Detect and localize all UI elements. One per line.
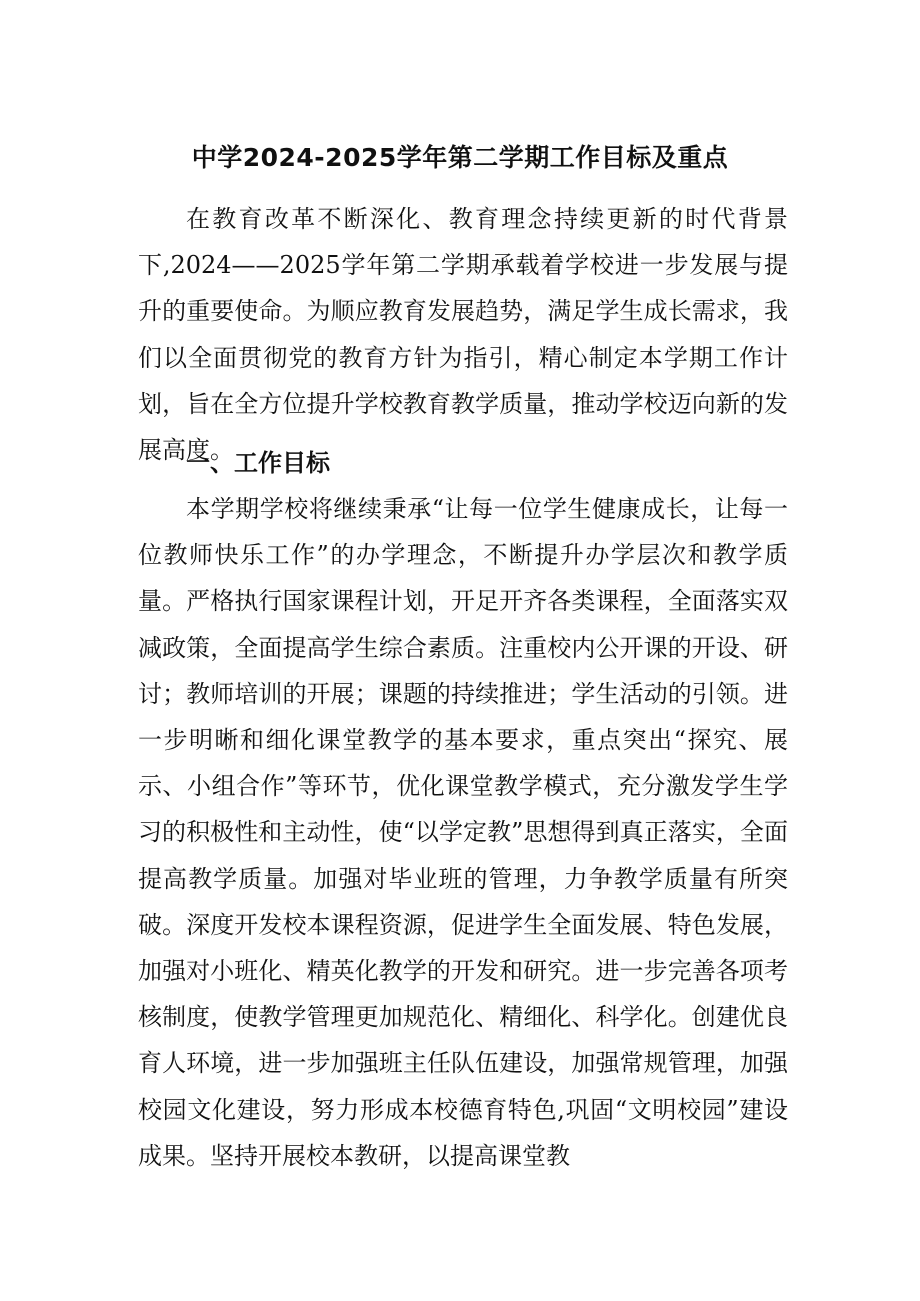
goals-paragraph: 本学期学校将继续秉承“让每一位学生健康成长，让每一位教师快乐工作”的办学理念，不断提升办学层次和教学质量。严格执行国家课程计划，开足开齐各类课程，全面落实双减政策，全面提高学生综合素质。注重校内公开课的开设、研讨；教师培训的开展；课题的持续推进；学生活动的引领。进一步明晰和细化课堂教学的基本要求，重点突出“探究、展示、小组合作”等环节，优化课堂教学模式，充分激发学生学习的积极性和主动性，使“以学定教”思想得到真正落实，全面提高教学质量。加强对毕业班的管理，力争教学质量有所突破。深度开发校本课程资源，促进学生全面发展、特色发展，加强对小班化、精英化教学的开发和研究。进一步完善各项考核制度，使教学管理更加规范化、精细化、科学化。创建优良育人环境，进一步加强班主任队伍建设，加强常规管理，加强校园文化建设，努力形成本校德育特色,巩固“文明校园”建设成果。坚持开展校本教研，以提高课堂教	[138, 495, 788, 1170]
intro-paragraph: 在教育改革不断深化、教育理念持续更新的时代背景下,2024——2025学年第二学期承载着学校进一步发展与提升的重要使命。为顺应教育发展趋势，满足学生成长需求，我们以全面贯彻党的教育方针为指引，精心制定本学期工作计划，旨在全方位提升学校教育教学质量，推动学校迈向新的发展高度。	[138, 205, 788, 465]
section-heading-work-goals: 一、工作目标	[186, 449, 330, 477]
document-title: 中学2024-2025学年第二学期工作目标及重点	[191, 143, 729, 172]
